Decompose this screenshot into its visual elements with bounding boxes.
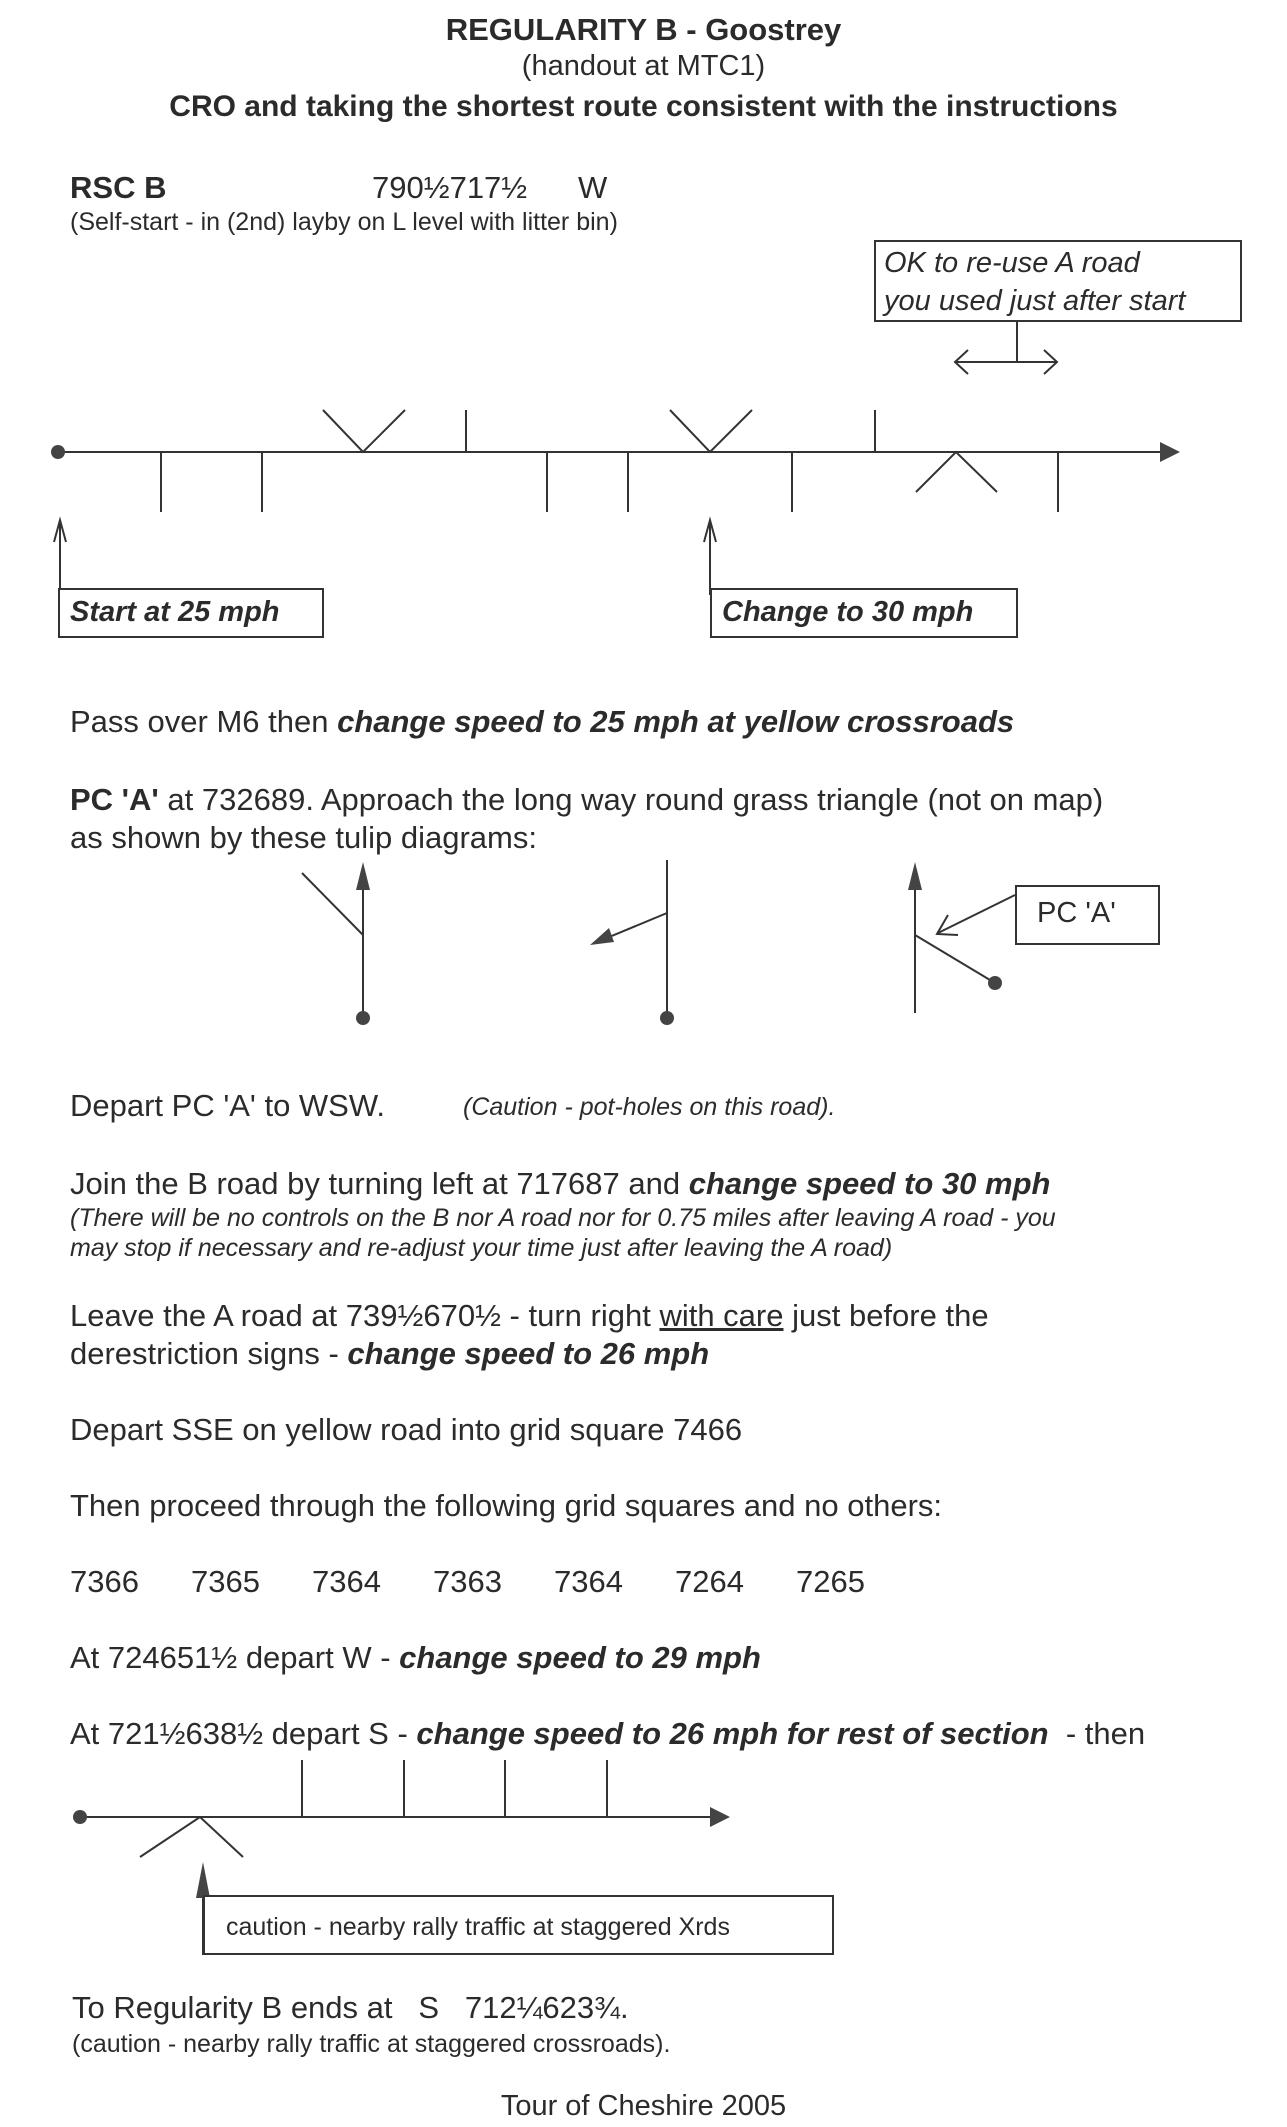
step-text: At 721½638½ depart S - bbox=[70, 1716, 417, 1751]
step-text: Join the B road by turning left at 717687 and bbox=[70, 1166, 689, 1201]
callout-staggered-xrds bbox=[203, 1895, 834, 1955]
start-dot-icon bbox=[73, 1810, 87, 1824]
route-arrowhead-icon bbox=[710, 1807, 730, 1827]
step-depart-pc: Depart PC 'A' to WSW. bbox=[70, 1088, 386, 1123]
callout-text: PC 'A' bbox=[1037, 897, 1116, 929]
step-text: as shown by these tulip diagrams: bbox=[70, 820, 537, 855]
speed-instruction: change speed to 26 mph for rest of section bbox=[416, 1716, 1049, 1751]
step-text: - then bbox=[1048, 1716, 1146, 1751]
end-caution-note: (caution - nearby rally traffic at staggered crossroads). bbox=[72, 2030, 671, 2058]
rsc-label: RSC B bbox=[70, 170, 167, 205]
callout-line: you used just after start bbox=[884, 285, 1186, 317]
grid-square: 7364 bbox=[554, 1564, 623, 1599]
info-note: (There will be no controls on the B nor A road nor for 0.75 miles after leaving A road - you bbox=[70, 1204, 1056, 1232]
pointer-arrowhead-icon bbox=[196, 1862, 210, 1898]
grid-square: 7366 bbox=[70, 1564, 139, 1599]
grid-square: 7364 bbox=[312, 1564, 381, 1599]
step-text: at 732689. Approach the long way round grass triangle (not on map) bbox=[158, 782, 1104, 817]
step-text: Pass over M6 then bbox=[70, 704, 338, 739]
footer: Tour of Cheshire 2005 bbox=[500, 2090, 787, 2120]
staggered-crossroads bbox=[140, 1817, 243, 1857]
emphasis-underline: with care bbox=[659, 1298, 784, 1333]
grid-square: 7363 bbox=[433, 1564, 502, 1599]
callout-text: Start at 25 mph bbox=[70, 596, 280, 628]
caution-note: (Caution - pot-holes on this road). bbox=[463, 1093, 836, 1121]
speed-instruction: change speed to 25 mph at yellow crossroads bbox=[337, 704, 1015, 739]
section-end: To Regularity B ends at S 712¼623¾. bbox=[72, 1990, 629, 2025]
page-instruction: CRO and taking the shortest route consistent with the instructions bbox=[169, 90, 1118, 123]
step-text: At 724651½ depart W - bbox=[70, 1640, 400, 1675]
grid-square: 7265 bbox=[796, 1564, 865, 1599]
step-text: Leave the A road at 739½670½ - turn right bbox=[70, 1298, 660, 1333]
pc-label: PC 'A' bbox=[70, 782, 159, 817]
speed-instruction: change speed to 29 mph bbox=[399, 1640, 761, 1675]
rsc-note: (Self-start - in (2nd) layby on L level with litter bin) bbox=[70, 208, 618, 236]
step-text: derestriction signs - bbox=[70, 1336, 348, 1371]
page-subtitle: (handout at MTC1) bbox=[521, 50, 766, 82]
rsc-grid-ref: 790½717½ bbox=[372, 170, 528, 205]
callout-text: caution - nearby rally traffic at staggered Xrds bbox=[226, 1913, 730, 1941]
grid-square: 7264 bbox=[675, 1564, 744, 1599]
info-note: may stop if necessary and re-adjust your time just after leaving the A road) bbox=[70, 1234, 893, 1262]
speed-instruction: change speed to 26 mph bbox=[347, 1336, 710, 1371]
page-title: REGULARITY B - Goostrey bbox=[445, 12, 842, 47]
step-text: just before the bbox=[783, 1298, 989, 1333]
rsc-direction: W bbox=[578, 170, 608, 205]
step-proceed: Then proceed through the following grid squares and no others: bbox=[70, 1488, 943, 1523]
speed-instruction: change speed to 30 mph bbox=[688, 1166, 1051, 1201]
grid-square: 7365 bbox=[191, 1564, 260, 1599]
step-depart-sse: Depart SSE on yellow road into grid square 7466 bbox=[70, 1412, 743, 1447]
callout-line: OK to re-use A road bbox=[884, 247, 1140, 279]
callout-text: Change to 30 mph bbox=[722, 596, 974, 628]
